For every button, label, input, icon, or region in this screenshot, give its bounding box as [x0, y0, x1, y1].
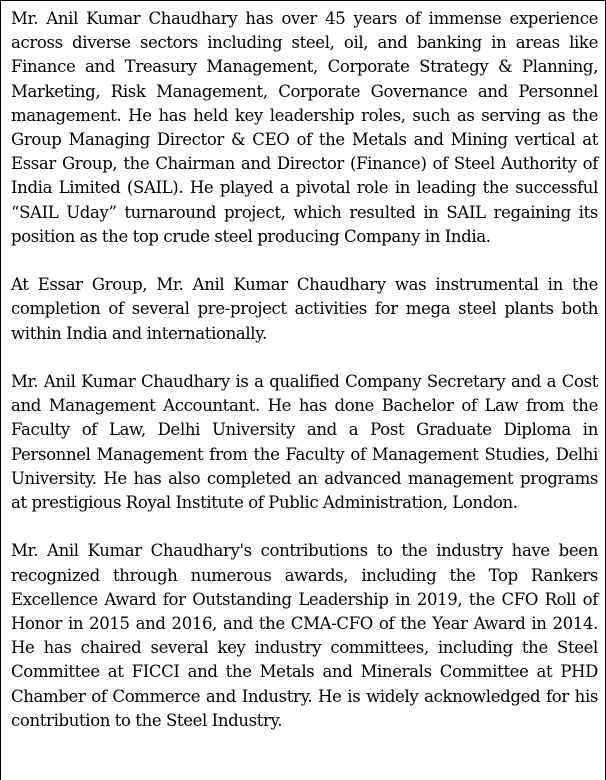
paragraph-experience: Mr. Anil Kumar Chaudhary has over 45 years of immense experience across diverse sectors including steel, oil, and banking in areas like Finance and Treasury Management, Corporate Strategy & Planning, Marketing, Risk Management, Corporate Governance and Personnel management. He has held key leadership roles, such as serving as the Group Managing Director & CEO of the Metals and Mining vertical at Essar Group, the Chairman and Director (Finance) of Steel Authority of India Limited (SAIL). He played a pivotal role in leading the successful “SAIL Uday” turnaround project, which resulted in SAIL regaining its position as the top crude steel producing Company in India.: [11, 9, 598, 246]
paragraph-awards: Mr. Anil Kumar Chaudhary's contributions to the industry have been recognized through numerous awards, including the Top Rankers Excellence Award for Outstanding Leadership in 2019, the CFO Roll of Honor in 2015 and 2016, and the CMA-CFO of the Year Award in 2014. He has chaired several key industry committees, including the Steel Committee at FICCI and the Metals and Minerals Committee at PHD Chamber of Commerce and Industry. He is widely acknowledged for his contribution to the Steel Industry.: [11, 541, 598, 730]
paragraph-qualifications: Mr. Anil Kumar Chaudhary is a qualified Company Secretary and a Cost and Management Accountant. He has done Bachelor of Law from the Faculty of Law, Delhi University and a Post Graduate Diploma in Personnel Management from the Faculty of Management Studies, Delhi University. He has also completed an advanced management programs at prestigious Royal Institute of Public Administration, London.: [11, 372, 598, 513]
paragraph-essar: At Essar Group, Mr. Anil Kumar Chaudhary was instrumental in the completion of several pre-project activities for mega steel plants both within India and internationally.: [11, 275, 598, 343]
biography-text: [11, 7, 598, 733]
